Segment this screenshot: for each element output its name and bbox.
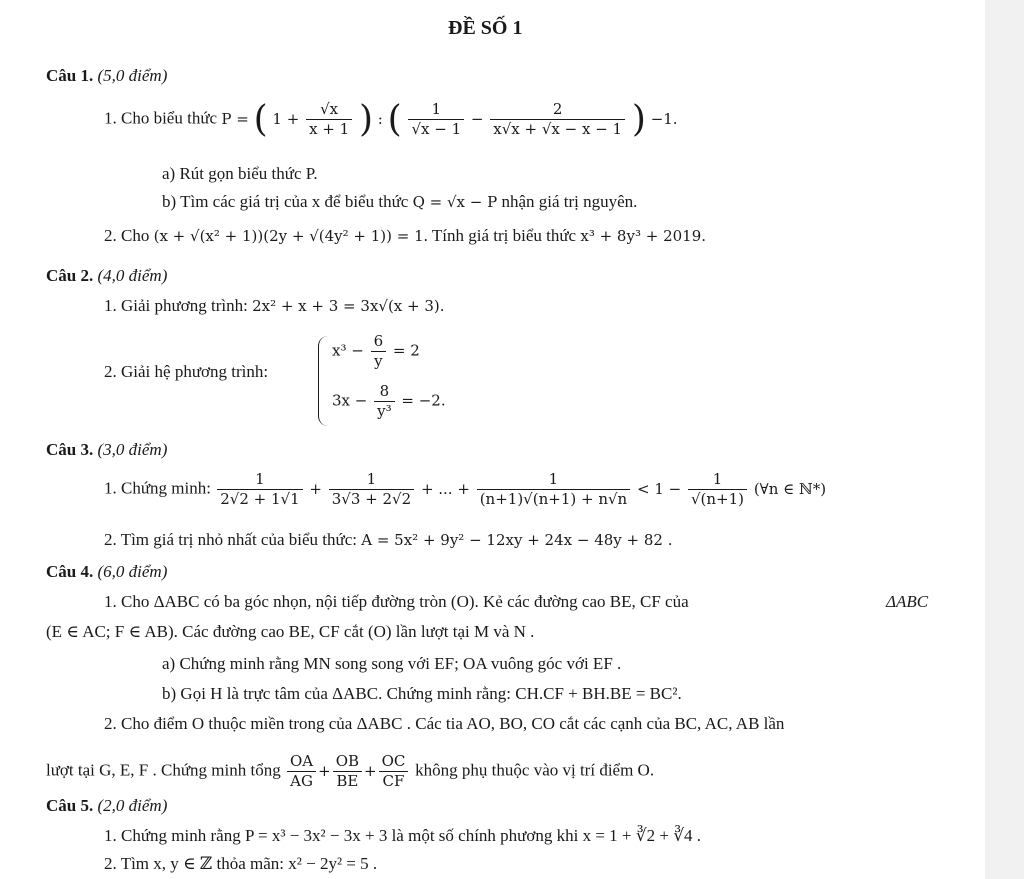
math-term: −1. [650,109,678,128]
section-heading-2 [46,266,167,286]
question-4-1: 1. Cho ΔABC có ba góc nhọn, nội tiếp đường tròn (O). Kẻ các đường cao BE, CF của [104,592,689,611]
math-expr: Q = √x − P [412,193,498,211]
question-text: 2. Cho [104,226,150,245]
section-label: Câu 1. [46,66,94,85]
math-term: 1 + [272,109,300,128]
question-4-1-cont: (E ∈ AC; F ∈ AB). Các đường cao BE, CF cắt (O) lần lượt tại M và N . [46,622,535,641]
system-equation-2: 3x − $\frac{8}{\text{y³}}$ = −2. [332,382,446,420]
fraction: $\frac{1}{2√2 + 1√1}$ [217,470,302,509]
section-heading-5 [46,796,167,816]
fraction: $\frac{1}{√(n+1)}$ [688,470,747,509]
math-term: : [377,109,383,128]
question-4-2: 2. Cho điểm O thuộc miền trong của ΔABC . Các tia AO, BO, CO cắt các cạnh của BC, AC, AB lần [104,714,785,733]
question-3-1 [104,470,826,509]
question-text: b) Tìm các giá trị của x để biểu thức [162,192,409,211]
question-text: . Tính giá trị biểu thức [423,226,577,245]
math-expr: $\frac{OA}{AG}$ + $\frac{OB}{BE}$ + $\frac{OC}{CF}$ [285,762,415,780]
fraction: $\frac{√x}{x + 1}$ [306,100,352,139]
fraction: $\frac{2}{x√x + √x - x - 1}$ [490,100,625,139]
question-3-2 [104,530,673,550]
question-text: không phụ thuộc vào vị trí điểm O. [415,760,655,780]
question-text: 1. Cho biểu thức [104,108,218,128]
math-term: − [470,109,484,128]
paren: ( [387,98,402,140]
question-1-1a: a) Rút gọn biểu thức P. [162,164,318,183]
document-title: ĐỀ SỐ 1 [448,17,523,39]
question-2-2: 2. Giải hệ phương trình: [104,362,269,381]
question-5-2: 2. Tìm x, y ∈ ℤ thỏa mãn: x² − 2y² = 5 . [104,854,378,873]
question-4-1a: a) Chứng minh rằng MN song song với EF; OA vuông góc với EF . [162,654,622,673]
paren: ( [253,98,268,140]
fraction: $\frac{6}{y}$ [371,332,387,371]
paren: ) [631,98,646,140]
fraction: $\frac{8}{\text{y³}}$ [374,382,395,421]
system-equation-1: x³ − $\frac{6}{y}$ = 2 [332,332,420,370]
section-label: Câu 2. [46,266,94,285]
question-2-1 [104,296,445,316]
section-label: Câu 5. [46,796,94,815]
math-term: P = [221,109,249,128]
fraction: $\frac{1}{3√3 + 2√2}$ [329,470,414,509]
question-4-1b: b) Gọi H là trực tâm của ΔABC. Chứng minh rằng: CH.CF + BH.BE = BC². [162,684,682,703]
section-heading-1 [46,66,167,86]
paren: ) [358,98,373,140]
question-1-1b [162,192,637,212]
section-points: (5,0 điểm) [97,66,168,85]
section-heading-3 [46,440,167,460]
fraction: $\frac{1}{√x - 1}$ [408,100,464,139]
fraction: $\frac{OA}{AG}$ [287,752,316,791]
question-text: 2. Tìm giá trị nhỏ nhất của biểu thức: [104,530,357,549]
question-4-2-cont [46,752,654,791]
section-label: Câu 3. [46,440,94,459]
section-points: (6,0 điểm) [97,562,168,581]
question-4-1-triangle: ΔABC [886,592,929,611]
math-expr: A = 5x² + 9y² − 12xy + 24x − 48y + 82 . [361,531,673,549]
system-brace [318,336,329,426]
question-1-1 [104,100,678,139]
section-points: (3,0 điểm) [97,440,168,459]
math-expr: 2x² + x + 3 = 3x√(x + 3). [252,297,445,315]
section-label: Câu 4. [46,562,94,581]
math-expr: x³ + 8y³ + 2019. [580,227,707,245]
question-text: 1. Giải phương trình: [104,296,248,315]
section-heading-4 [46,562,167,582]
section-points: (4,0 điểm) [97,266,168,285]
question-1-2 [104,226,706,246]
question-text: 1. Chứng minh: [104,478,211,498]
question-5-1: 1. Chứng minh rằng P = x³ − 3x² − 3x + 3 là một số chính phương khi x = 1 + ∛2 + ∛4 . [104,826,702,845]
question-text: lượt tại G, E, F . Chứng minh tổng [46,760,281,780]
math-expr [221,98,678,140]
math-expr: $\frac{1}{2√2 + 1√1}$ + $\frac{1}{3√3 + 2√2}$ + ... + $\frac{1}{(n+1)√(n+1) + n√n}$ < 1 − $\frac{1}{√(n+1)}$ (∀n ∈ ℕ*) [215,480,826,498]
section-points: (2,0 điểm) [97,796,168,815]
fraction: $\frac{OC}{CF}$ [379,752,409,791]
side-panel [985,0,1024,879]
question-text: nhận giá trị nguyên. [501,192,638,211]
math-expr: (x + √(x² + 1))(2y + √(4y² + 1)) = 1 [153,227,424,245]
fraction: $\frac{OB}{BE}$ [333,752,362,791]
fraction: $\frac{1}{(n+1)√(n+1) + n√n}$ [477,470,631,509]
